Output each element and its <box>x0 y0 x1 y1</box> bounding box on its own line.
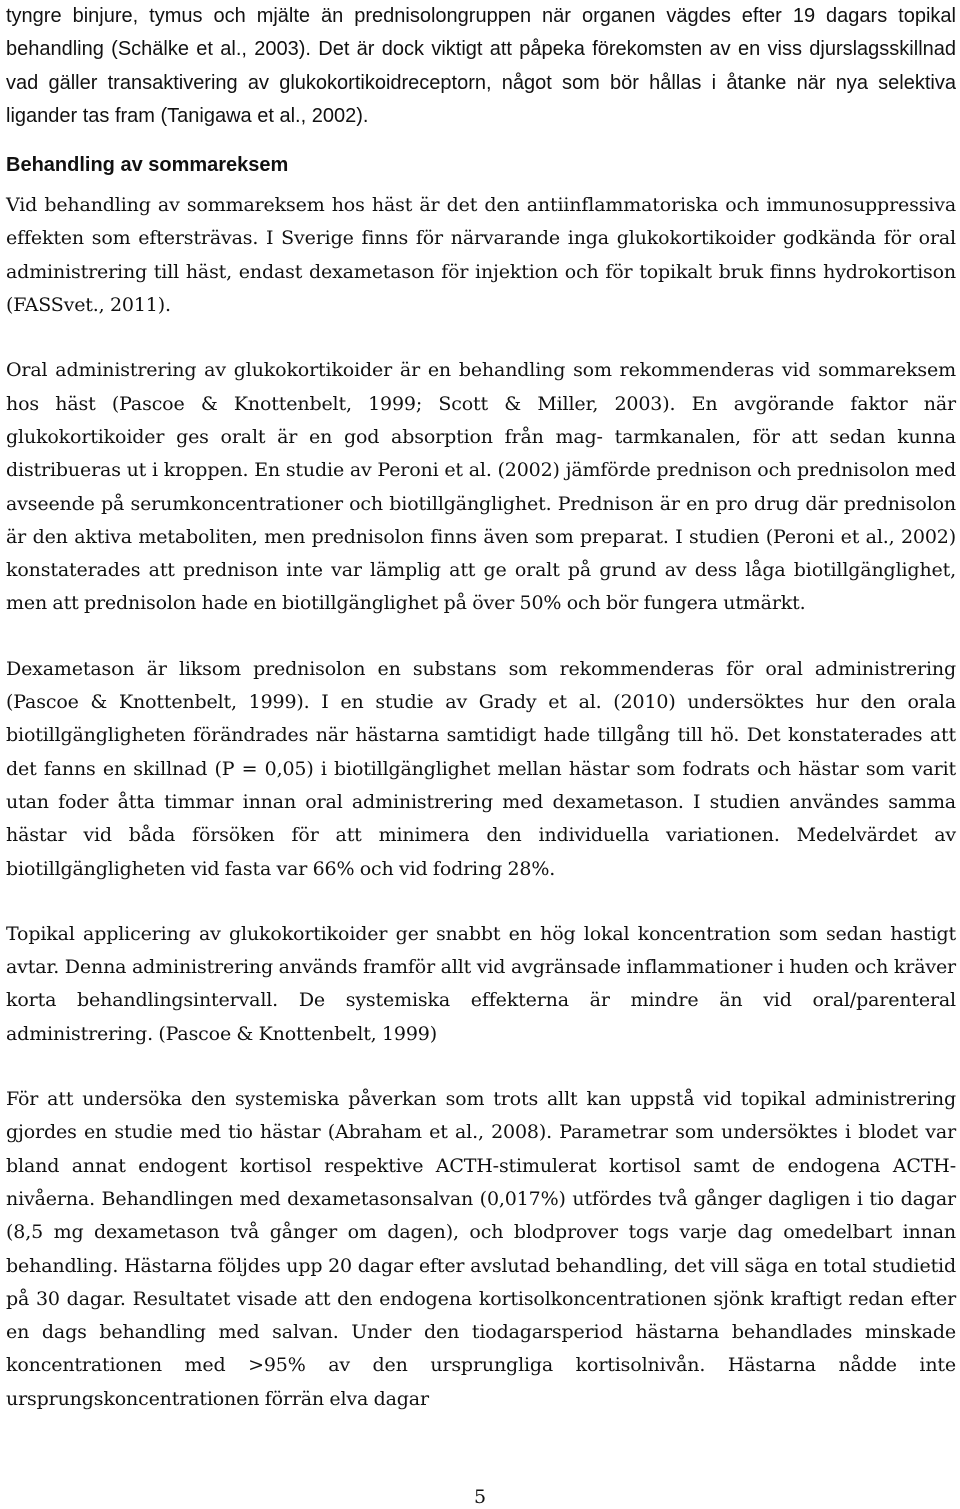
paragraph-2: Oral administrering av glukokortikoider är en behandling som rekommenderas vid sommareksem hos häst (Pascoe & Knottenbelt, 1999; Scott & Miller, 2003). En avgörande faktor när glukokortikoider ges oralt är en god absorption från mag- tarmkanalen, för att sedan kunna distribueras ut i kroppen. En studie av Peroni et al. (2002) jämförde prednison och prednisolon med avseende på serumkoncentrationer och biotillgänglighet. Prednison är en pro drug där prednisolon är den aktiva metaboliten, men prednisolon finns även som preparat. I studien (Peroni et al., 2002) konstaterades att prednison inte var lämplig att ge oralt på grund av dess låga biotillgänglighet, men att prednisolon hade en biotillgänglighet på över 50% och bör fungera utmärkt. <box>6 359 956 615</box>
paragraph-5: För att undersöka den systemiska påverkan som trots allt kan uppstå vid topikal administrering gjordes en studie med tio hästar (Abraham et al., 2008). Parametrar som undersöktes i blodet var bland annat endogent kortisol respektive ACTH-stimulerat kortisol samt de endogena ACTH-nivåerna. Behandlingen med dexametasonsalvan (0,017%) utfördes två gånger dagligen i tio dagar (8,5 mg dexametason två gånger om dagen), och blodprover togs varje dag omedelbart innan behandling. Hästarna följdes upp 20 dagar efter avslutad behandling, det vill säga en total studietid på 30 dagar. Resultatet visade att den endogena kortisolkoncentrationen sjönk kraftigt redan efter en dags behandling med salvan. Under den tiodagarsperiod hästarna behandlades minskade koncentrationen med >95% av den ursprungliga kortisolnivån. Hästarna nådde inte ursprungskoncentrationen förrän elva dagar <box>6 1088 956 1410</box>
page-number: 5 <box>473 1486 487 1508</box>
paragraph-1: Vid behandling av sommareksem hos häst är det den antiinflammatoriska och immunosuppressiva effekten som eftersträvas. I Sverige finns för närvarande inga glukokortikoider godkända för oral administrering till häst, endast dexametason för injektion och för topikalt bruk finns hydrokortison (FASSvet., 2011). <box>6 194 956 317</box>
paragraph-4: Topikal applicering av glukokortikoider ger snabbt en hög lokal koncentration som sedan hastigt avtar. Denna administrering används framför allt vid avgränsade inflammationer i huden och kräver korta behandlingsintervall. De systemiska effekterna är mindre än vid oral/parenteral administrering. (Pascoe & Knottenbelt, 1999) <box>6 922 956 1045</box>
section-heading: Behandling av sommareksem <box>6 154 289 177</box>
paragraph-3: Dexametason är liksom prednisolon en substans som rekommenderas för oral administrering (Pascoe & Knottenbelt, 1999). I en studie av Grady et al. (2010) undersöktes hur den orala biotillgängligheten förändrades när hästarna samtidigt hade tillgång till hö. Det konstaterades att det fanns en skillnad (P = 0,05) i biotillgänglighet mellan hästar som fodrats och hästar som varit utan foder åtta timmar innan oral administrering med dexametason. I studien användes samma hästar vid båda försöken för att minimera den individuella variationen. Medelvärdet av biotillgängligheten vid fasta var 66% och vid fodring 28%. <box>6 657 956 880</box>
document-page <box>6 0 956 1416</box>
intro-paragraph: tyngre binjure, tymus och mjälte än prednisolongruppen när organen vägdes efter 19 dagars topikal behandling (Schälke et al., 2003). Det är dock viktigt att påpeka förekomsten av en viss djurslagsskillnad vad gäller transaktivering av glukokortikoidreceptorn, något som bör hållas i åtanke när nya selektiva ligander tas fram (Tanigawa et al., 2002). <box>6 5 956 127</box>
